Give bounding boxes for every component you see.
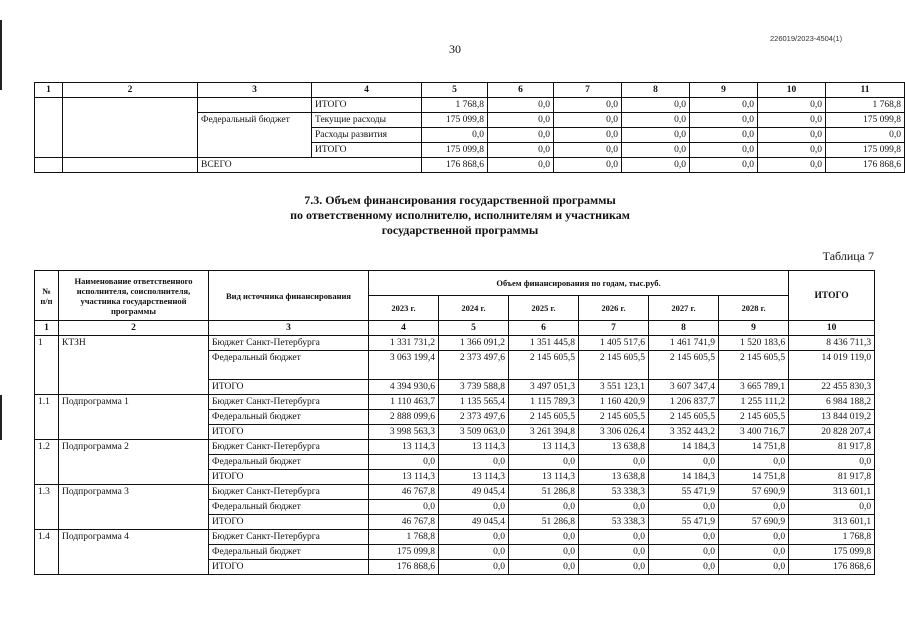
cell-value: 0,0 [758, 158, 826, 173]
cell-value: 2 145 605,5 [579, 410, 649, 425]
row-funding-source: ИТОГО [209, 515, 369, 530]
row-type: Текущие расходы [312, 113, 422, 128]
cell-value: 0,0 [554, 98, 622, 113]
cell-value: 0,0 [579, 545, 649, 560]
header-year: 2023 г. [369, 296, 439, 321]
cell-value: 0,0 [690, 128, 758, 143]
cell-value: 46 767,8 [369, 485, 439, 500]
cell-value: 2 145 605,5 [719, 351, 789, 380]
cell-value: 1 366 091,2 [439, 336, 509, 351]
col-number: 3 [198, 83, 312, 98]
table-row [35, 98, 905, 113]
cell-value: 22 455 830,3 [789, 380, 875, 395]
header-year: 2026 г. [579, 296, 649, 321]
header-volume: Объем финансирования по годам, тыс.руб. [369, 271, 789, 296]
row-source [198, 128, 312, 143]
cell-value: 2 145 605,5 [719, 410, 789, 425]
cell-value: 1 768,8 [826, 98, 905, 113]
cell-value: 2 373 497,6 [439, 410, 509, 425]
cell-value: 0,0 [439, 530, 509, 545]
cell-value: 0,0 [579, 455, 649, 470]
row-funding-source: Федеральный бюджет [209, 351, 369, 380]
cell-value: 0,0 [422, 128, 488, 143]
cell-value: 0,0 [488, 113, 554, 128]
cell-value: 313 601,1 [789, 485, 875, 500]
cell-value: 0,0 [488, 98, 554, 113]
cell-value: 175 099,8 [369, 545, 439, 560]
row-funding-source: Бюджет Санкт-Петербурга [209, 530, 369, 545]
row-executor-name: Подпрограмма 2 [59, 440, 209, 485]
col-number: 3 [209, 321, 369, 336]
row-funding-source: Федеральный бюджет [209, 545, 369, 560]
section-title-line: 7.3. Объем финансирования государственной программы [304, 193, 616, 207]
cell-value: 0,0 [509, 530, 579, 545]
cell-value: 176 868,6 [789, 560, 875, 575]
cell-value: 0,0 [579, 560, 649, 575]
cell-value: 1 768,8 [369, 530, 439, 545]
cell-value: 0,0 [369, 500, 439, 515]
cell-value: 0,0 [758, 113, 826, 128]
cell-value: 2 145 605,5 [649, 351, 719, 380]
cell-value: 51 286,8 [509, 485, 579, 500]
row-funding-source: ИТОГО [209, 425, 369, 440]
cell-value: 2 373 497,6 [439, 351, 509, 380]
cell-value: 2 145 605,5 [509, 410, 579, 425]
cell-value: 1 135 565,4 [439, 395, 509, 410]
cell-value: 6 984 188,2 [789, 395, 875, 410]
cell-value: 0,0 [719, 545, 789, 560]
cell-value: 0,0 [579, 530, 649, 545]
row-number: 1.2 [35, 440, 59, 485]
cell-value: 0,0 [439, 455, 509, 470]
cell-value: 0,0 [649, 530, 719, 545]
row-type: Расходы развития [312, 128, 422, 143]
table-col-numbers [35, 321, 875, 336]
row-funding-source: Бюджет Санкт-Петербурга [209, 440, 369, 455]
cell-value: 51 286,8 [509, 515, 579, 530]
cell-value: 0,0 [622, 158, 690, 173]
table-total-row [35, 158, 905, 173]
cell-value: 176 868,6 [422, 158, 488, 173]
cell-value: 1 768,8 [422, 98, 488, 113]
header-year: 2028 г. [719, 296, 789, 321]
cell-value: 0,0 [554, 143, 622, 158]
cell-value: 175 099,8 [826, 143, 905, 158]
cell-value: 3 607 347,4 [649, 380, 719, 395]
table-row [35, 143, 905, 158]
cell-value: 1 206 837,7 [649, 395, 719, 410]
cell-value: 2 888 099,6 [369, 410, 439, 425]
cell-value: 53 338,3 [579, 485, 649, 500]
cell-value: 13 114,3 [439, 470, 509, 485]
total-label: ВСЕГО [198, 158, 422, 173]
table-label: Таблица 7 [822, 249, 874, 263]
cell-value: 3 306 026,4 [579, 425, 649, 440]
row-funding-source: Федеральный бюджет [209, 455, 369, 470]
cell-value: 81 917,8 [789, 470, 875, 485]
table-row [35, 395, 875, 410]
cell-value: 0,0 [690, 143, 758, 158]
cell-value: 3 352 443,2 [649, 425, 719, 440]
row-funding-source: Федеральный бюджет [209, 410, 369, 425]
row-number: 1.3 [35, 485, 59, 530]
cell-value: 14 751,8 [719, 470, 789, 485]
table-row [35, 530, 875, 545]
row-number: 1 [35, 336, 59, 395]
header-total: ИТОГО [789, 271, 875, 321]
cell-value: 1 110 463,7 [369, 395, 439, 410]
cell-value: 1 160 420,9 [579, 395, 649, 410]
cell-value: 13 638,8 [579, 440, 649, 455]
cell-value: 176 868,6 [826, 158, 905, 173]
cell-value: 14 751,8 [719, 440, 789, 455]
cell-value: 81 917,8 [789, 440, 875, 455]
cell-value: 3 063 199,4 [369, 351, 439, 380]
cell-value: 1 115 789,3 [509, 395, 579, 410]
cell-value: 175 099,8 [789, 545, 875, 560]
cell-value: 3 261 394,8 [509, 425, 579, 440]
cell-value: 0,0 [649, 560, 719, 575]
cell-value: 0,0 [719, 560, 789, 575]
table-row [35, 113, 905, 128]
cell-value: 0,0 [758, 143, 826, 158]
cell-value: 0,0 [719, 500, 789, 515]
col-number: 5 [422, 83, 488, 98]
document-id: 226019/2023-4504(1) [770, 34, 843, 43]
row-source [198, 98, 312, 113]
cell-value: 3 998 563,3 [369, 425, 439, 440]
cell-value: 0,0 [509, 455, 579, 470]
col-number: 4 [312, 83, 422, 98]
cell-value: 2 145 605,5 [649, 410, 719, 425]
cell-value: 0,0 [622, 128, 690, 143]
col-number: 2 [59, 321, 209, 336]
scan-edge-mark [0, 395, 2, 440]
cell-value: 3 665 789,1 [719, 380, 789, 395]
row-type: ИТОГО [312, 98, 422, 113]
cell-value: 57 690,9 [719, 515, 789, 530]
cell-value: 175 099,8 [422, 113, 488, 128]
cell-value: 0,0 [690, 98, 758, 113]
row-funding-source: ИТОГО [209, 560, 369, 575]
cell-value: 13 638,8 [579, 470, 649, 485]
row-number: 1.1 [35, 395, 59, 440]
cell-value: 2 145 605,5 [509, 351, 579, 380]
table-header-row [35, 271, 875, 296]
cell-value: 0,0 [509, 545, 579, 560]
cell-value: 53 338,3 [579, 515, 649, 530]
cell-value: 0,0 [509, 500, 579, 515]
cell-value: 3 509 063,0 [439, 425, 509, 440]
cell-value: 0,0 [439, 560, 509, 575]
col-number: 1 [35, 83, 63, 98]
cell-value: 14 019 119,0 [789, 351, 875, 380]
cell-value: 8 436 711,3 [789, 336, 875, 351]
table-row [35, 336, 875, 351]
header-year: 2027 г. [649, 296, 719, 321]
cell-value: 0,0 [488, 143, 554, 158]
row-funding-source: ИТОГО [209, 470, 369, 485]
cell-value: 0,0 [649, 545, 719, 560]
top-table-col-numbers [35, 83, 905, 98]
header-year: 2024 г. [439, 296, 509, 321]
header-source: Вид источника финансирования [209, 271, 369, 321]
col-number: 1 [35, 321, 59, 336]
col-number: 6 [488, 83, 554, 98]
row-funding-source: Бюджет Санкт-Петербурга [209, 485, 369, 500]
cell-value: 49 045,4 [439, 485, 509, 500]
col-number: 6 [509, 321, 579, 336]
row-source [198, 143, 312, 158]
cell-value: 0,0 [690, 113, 758, 128]
funding-table [34, 270, 875, 575]
cell-value: 3 497 051,3 [509, 380, 579, 395]
col-number: 7 [554, 83, 622, 98]
cell-value: 0,0 [369, 455, 439, 470]
cell-value: 0,0 [758, 128, 826, 143]
col-number: 8 [649, 321, 719, 336]
cell-value: 0,0 [622, 113, 690, 128]
row-funding-source: ИТОГО [209, 380, 369, 395]
cell-value: 0,0 [789, 500, 875, 515]
cell-value: 1 768,8 [789, 530, 875, 545]
cell-value: 3 739 588,8 [439, 380, 509, 395]
cell-value: 313 601,1 [789, 515, 875, 530]
cell-value: 0,0 [439, 500, 509, 515]
cell-value: 13 114,3 [509, 470, 579, 485]
row-funding-source: Бюджет Санкт-Петербурга [209, 395, 369, 410]
table-row [35, 485, 875, 500]
cell-value: 13 114,3 [509, 440, 579, 455]
cell-value: 0,0 [579, 500, 649, 515]
row-executor-name: Подпрограмма 3 [59, 485, 209, 530]
cell-value: 0,0 [554, 113, 622, 128]
cell-value: 0,0 [509, 560, 579, 575]
scan-edge-mark [0, 20, 2, 90]
cell-value: 13 114,3 [369, 470, 439, 485]
cell-value: 0,0 [789, 455, 875, 470]
cell-value: 1 331 731,2 [369, 336, 439, 351]
cell-value: 0,0 [758, 98, 826, 113]
row-funding-source: Бюджет Санкт-Петербурга [209, 336, 369, 351]
cell-value: 1 520 183,6 [719, 336, 789, 351]
cell-value: 4 394 930,6 [369, 380, 439, 395]
section-title-line: по ответственному исполнителю, исполнителям и участникам [290, 208, 630, 222]
cell-value: 1 405 517,6 [579, 336, 649, 351]
cell-value: 14 184,3 [649, 440, 719, 455]
cell-value: 3 551 123,1 [579, 380, 649, 395]
funding-table-body [35, 336, 875, 575]
header-name: Наименование ответственного исполнителя, соисполнителя, участника государственной программы [59, 271, 209, 321]
cell-value: 0,0 [622, 98, 690, 113]
top-table [34, 82, 905, 173]
col-number: 5 [439, 321, 509, 336]
cell-value: 49 045,4 [439, 515, 509, 530]
cell-value: 175 099,8 [826, 113, 905, 128]
col-number: 4 [369, 321, 439, 336]
cell-value: 13 114,3 [439, 440, 509, 455]
cell-value: 0,0 [622, 143, 690, 158]
cell-value: 0,0 [439, 545, 509, 560]
cell-value: 0,0 [488, 128, 554, 143]
col-number: 11 [826, 83, 905, 98]
cell-value: 0,0 [649, 455, 719, 470]
section-title-line: государственной программы [381, 223, 539, 237]
table-row [35, 440, 875, 455]
cell-value: 0,0 [488, 158, 554, 173]
cell-value: 0,0 [554, 128, 622, 143]
col-number: 9 [690, 83, 758, 98]
row-executor-name: Подпрограмма 1 [59, 395, 209, 440]
cell-value: 0,0 [826, 128, 905, 143]
cell-value: 0,0 [690, 158, 758, 173]
col-number: 10 [789, 321, 875, 336]
cell-value: 14 184,3 [649, 470, 719, 485]
col-number: 10 [758, 83, 826, 98]
cell-value: 20 828 207,4 [789, 425, 875, 440]
section-title [200, 193, 720, 238]
cell-value: 13 844 019,2 [789, 410, 875, 425]
cell-value: 0,0 [719, 530, 789, 545]
row-source: Федеральный бюджет [198, 113, 312, 128]
cell-value: 0,0 [719, 455, 789, 470]
cell-value: 0,0 [649, 500, 719, 515]
row-funding-source: Федеральный бюджет [209, 500, 369, 515]
cell-value: 55 471,9 [649, 515, 719, 530]
row-type: ИТОГО [312, 143, 422, 158]
row-number: 1.4 [35, 530, 59, 575]
col-number: 7 [579, 321, 649, 336]
col-number: 2 [63, 83, 198, 98]
cell-value: 55 471,9 [649, 485, 719, 500]
cell-value: 176 868,6 [369, 560, 439, 575]
cell-value: 0,0 [554, 158, 622, 173]
header-num: № п/п [35, 271, 59, 321]
cell-value: 57 690,9 [719, 485, 789, 500]
row-executor-name: КТЗН [59, 336, 209, 395]
table-row [35, 128, 905, 143]
col-number: 9 [719, 321, 789, 336]
cell-value: 1 255 111,2 [719, 395, 789, 410]
cell-value: 1 461 741,9 [649, 336, 719, 351]
header-year: 2025 г. [509, 296, 579, 321]
cell-value: 3 400 716,7 [719, 425, 789, 440]
cell-value: 175 099,8 [422, 143, 488, 158]
col-number: 8 [622, 83, 690, 98]
row-executor-name: Подпрограмма 4 [59, 530, 209, 575]
cell-value: 1 351 445,8 [509, 336, 579, 351]
page-number: 30 [449, 42, 461, 56]
cell-value: 2 145 605,5 [579, 351, 649, 380]
cell-value: 13 114,3 [369, 440, 439, 455]
cell-value: 46 767,8 [369, 515, 439, 530]
